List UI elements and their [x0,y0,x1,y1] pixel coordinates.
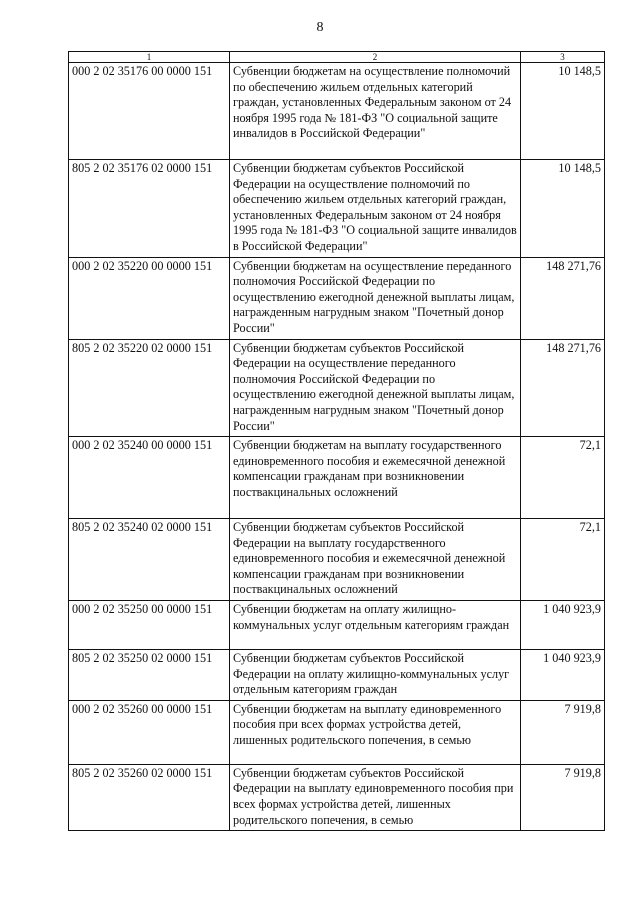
header-name-col: 2 [230,52,521,63]
budget-table [68,51,605,831]
amount: 10 148,5 [521,160,605,258]
budget-code: 805 2 02 35176 02 0000 151 [69,160,230,258]
amount: 10 148,5 [521,63,605,160]
table-row [69,650,605,701]
budget-code: 000 2 02 35220 00 0000 151 [69,257,230,339]
table-row [69,339,605,437]
income-name: Субвенции бюджетам субъектов Российской Федерации на осуществление полномочий по обеспечению жильем отдельных категорий граждан, установленных Федеральным законом от 24 ноября 1995 года № 181-ФЗ "О социальной защите инвалидов в Российской Федерации" [230,160,521,258]
income-name: Субвенции бюджетам субъектов Российской Федерации на выплату единовременного пособия при всех формах устройства детей, лишенных родительского попечения, в семью [230,764,521,830]
amount: 1 040 923,9 [521,650,605,701]
income-name: Субвенции бюджетам на осуществление переданного полномочия Российской Федерации по осуществлению ежегодной денежной выплаты лицам, награжденным нагрудным знаком "Почетный донор России" [230,257,521,339]
income-name: Субвенции бюджетам на осуществление полномочий по обеспечению жильем отдельных категорий граждан, установленных Федеральным законом от 24 ноября 1995 года № 181-ФЗ "О социальной защите инвалидов в Российской Федерации" [230,63,521,160]
table-row [69,437,605,519]
table-row [69,63,605,160]
amount: 7 919,8 [521,764,605,830]
table-row [69,519,605,601]
header-amount-col: 3 [521,52,605,63]
budget-code: 000 2 02 35250 00 0000 151 [69,601,230,650]
budget-code: 000 2 02 35176 00 0000 151 [69,63,230,160]
budget-code: 000 2 02 35240 00 0000 151 [69,437,230,519]
page-number: 8 [316,20,324,35]
income-name: Субвенции бюджетам субъектов Российской Федерации на осуществление переданного полномочия Российской Федерации по осуществлению ежегодной денежной выплаты лицам, награжденным нагрудным знаком "Почетный донор России" [230,339,521,437]
budget-code: 805 2 02 35250 02 0000 151 [69,650,230,701]
budget-code: 805 2 02 35220 02 0000 151 [69,339,230,437]
budget-code: 805 2 02 35240 02 0000 151 [69,519,230,601]
amount: 148 271,76 [521,339,605,437]
table-row [69,764,605,830]
table-row [69,700,605,764]
table-row [69,160,605,258]
amount: 7 919,8 [521,700,605,764]
table-row [69,601,605,650]
amount: 72,1 [521,437,605,519]
amount: 72,1 [521,519,605,601]
header-row [69,52,605,63]
amount: 148 271,76 [521,257,605,339]
income-name: Субвенции бюджетам на выплату государственного единовременного пособия и ежемесячной денежной компенсации гражданам при возникновении поствакцинальных осложнений [230,437,521,519]
budget-code: 000 2 02 35260 00 0000 151 [69,700,230,764]
income-name: Субвенции бюджетам на оплату жилищно-коммунальных услуг отдельным категориям граждан [230,601,521,650]
table-row [69,257,605,339]
income-name: Субвенции бюджетам на выплату единовременного пособия при всех формах устройства детей, лишенных родительского попечения, в семью [230,700,521,764]
header-code-col: 1 [69,52,230,63]
income-name: Субвенции бюджетам субъектов Российской Федерации на оплату жилищно-коммунальных услуг отдельным категориям граждан [230,650,521,701]
income-name: Субвенции бюджетам субъектов Российской Федерации на выплату государственного единовременного пособия и ежемесячной денежной компенсации гражданам при возникновении поствакцинальных осложнений [230,519,521,601]
budget-code: 805 2 02 35260 02 0000 151 [69,764,230,830]
amount: 1 040 923,9 [521,601,605,650]
